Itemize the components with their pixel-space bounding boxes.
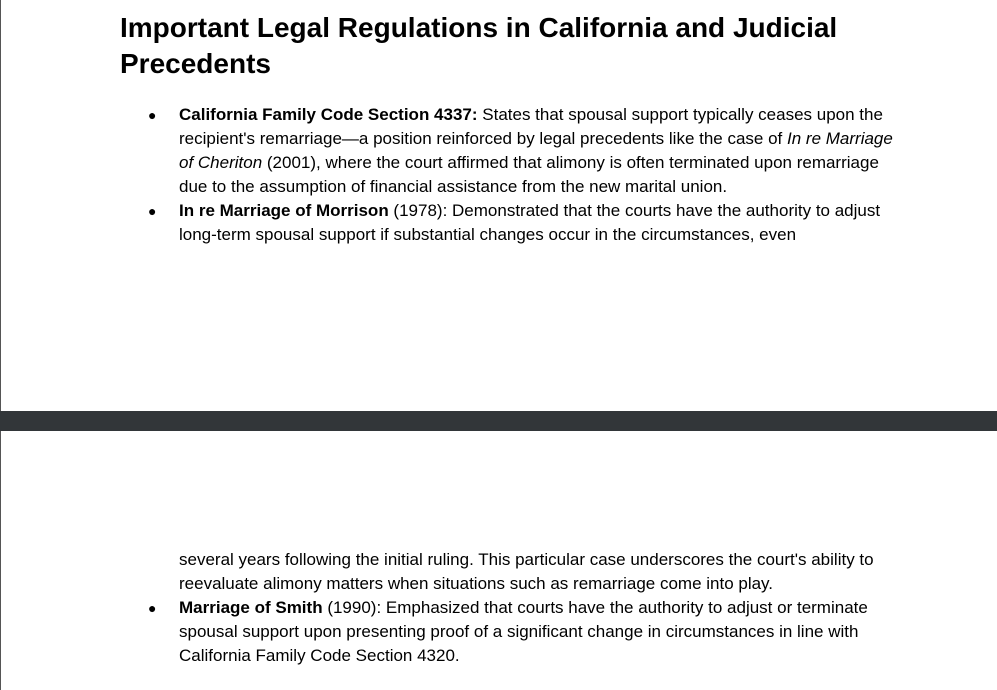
bullet-icon: ● [148, 600, 157, 616]
list-item [148, 103, 899, 199]
item-text: several years following the initial ruling. This particular case underscores the court's ability to reevaluate alimony matters when situations such as remarriage come into play. [179, 550, 874, 593]
list-item [148, 199, 899, 247]
item-title: California Family Code Section 4337: [179, 105, 478, 124]
item-text: (1990): Emphasized that courts have the authority to adjust or terminate spousal support upon presenting proof of a significant change in circumstances in line with California Family Code Section 4320. [179, 598, 868, 665]
page-separator [0, 411, 997, 431]
bullet-icon: ● [148, 107, 157, 123]
item-text: States that spousal support typically ceases upon the recipient's remarriage—a position reinforced by legal precedents like the case of [179, 105, 883, 148]
list-item-continued [179, 548, 899, 596]
item-title: In re Marriage of Morrison [179, 201, 389, 220]
case-name: In re Marriage of Cheriton [179, 129, 893, 172]
item-text: (2001), where the court affirmed that alimony is often terminated upon remarriage due to the assumption of financial assistance from the new marital union. [179, 153, 879, 196]
item-text: (1978): Demonstrated that the courts have the authority to adjust long-term spousal support if substantial changes occur in the circumstances, even [179, 201, 881, 244]
bullet-icon: ● [148, 203, 157, 219]
regulations-list-continued [148, 548, 899, 668]
document-page-2 [0, 431, 997, 690]
document-heading: Important Legal Regulations in California and Judicial Precedents [120, 12, 838, 79]
list-item [148, 596, 899, 668]
regulations-list [148, 103, 899, 247]
item-title: Marriage of Smith [179, 598, 323, 617]
